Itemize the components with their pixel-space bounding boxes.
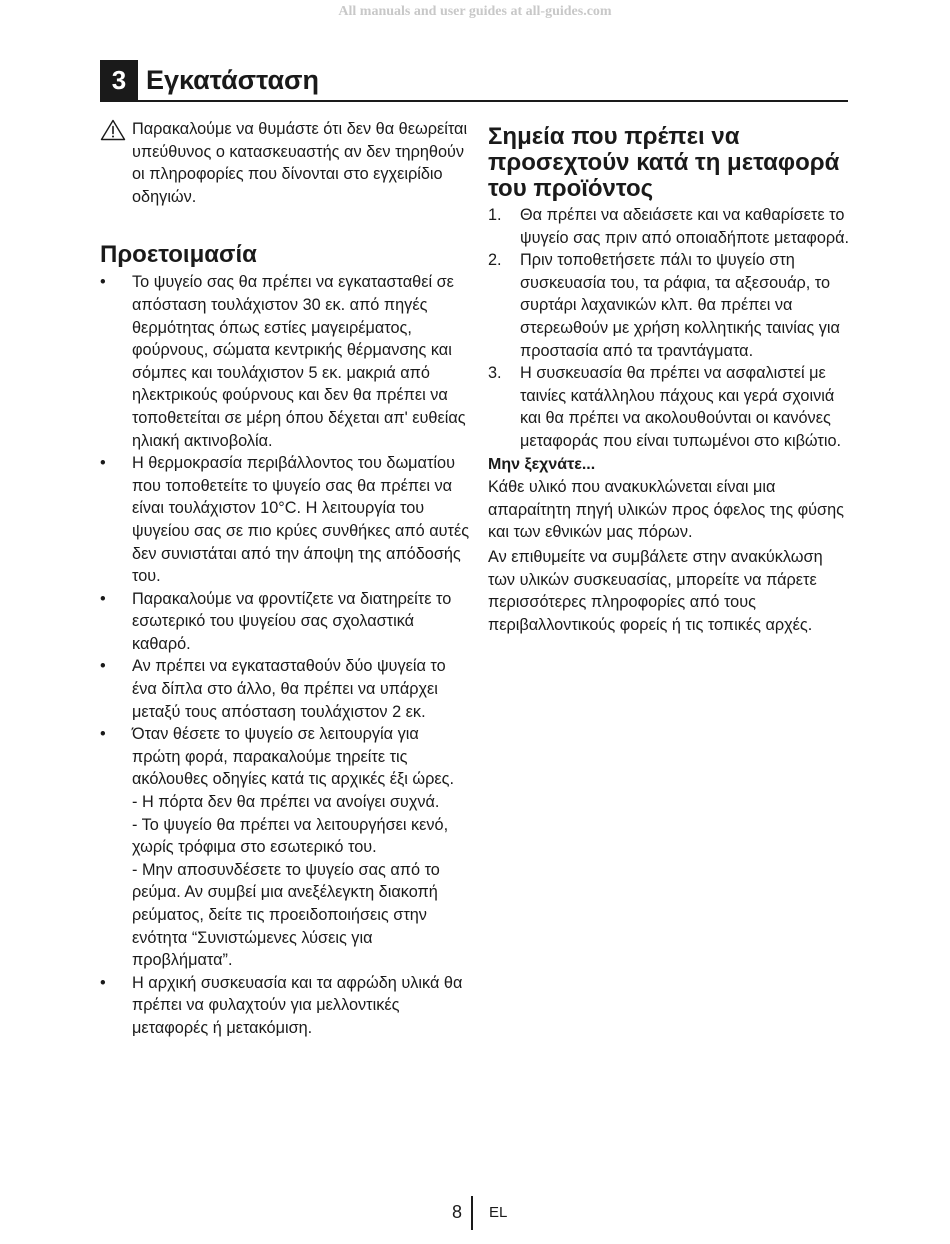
- language-code: EL: [489, 1204, 508, 1221]
- list-item-subline: - Η πόρτα δεν θα πρέπει να ανοίγει συχνά.: [132, 793, 440, 812]
- warning-notice: [100, 118, 470, 208]
- page-footer: [0, 1196, 950, 1232]
- right-column: [488, 124, 850, 636]
- list-item-text: Η θερμοκρασία περιβάλλοντος του δωματίου που τοποθετείτε το ψυγείο σας θα πρέπει να είναι τουλάχιστον 10°C. Η λειτουργία του ψυγείου σας σε πιο κρύες συνθήκες από αυτές δεν συνιστάται από την άποψη της απόδοσής του.: [132, 454, 470, 586]
- dont-forget-heading: Μην ξεχνάτε...: [488, 455, 596, 473]
- list-item: [488, 249, 850, 362]
- footer-divider: [471, 1196, 473, 1230]
- list-number: 2.: [488, 251, 502, 270]
- list-item: [100, 723, 470, 972]
- list-number: 3.: [488, 364, 502, 383]
- bullet-icon: •: [100, 657, 106, 676]
- list-item-text: Το ψυγείο σας θα πρέπει να εγκατασταθεί σε απόσταση τουλάχιστον 30 εκ. από πηγές θερμότητας όπως εστίες μαγειρέματος, φούρνους, σώματα κεντρικής θέρμανσης και σόμπες και τουλάχιστον 5 εκ. μακριά από ηλεκτρικούς φούρνους και δεν θα πρέπει να τοποθετείται σε μέρη όπου δέχεται απ' ευθείας ηλιακή ακτινοβολία.: [132, 273, 466, 450]
- list-item-subline: - Μην αποσυνδέσετε το ψυγείο σας από το ρεύμα. Αν συμβεί μια ανεξέλεγκτη διακοπή ρεύματος, δείτε τις προειδοποιήσεις στην ενότητα “Συνιστώμενες λύσεις για προβλήματα”.: [132, 860, 440, 970]
- list-item: [488, 362, 850, 452]
- list-number: 1.: [488, 206, 502, 224]
- bullet-icon: •: [100, 725, 106, 744]
- list-item-text: Η συσκευασία θα πρέπει να ασφαλιστεί με ταινίες κατάλληλου πάχους και γερά σχοινιά και θα πρέπει να ακολουθούνται οι κανόνες μεταφοράς που είναι τυπωμένοι στο κιβώτιο.: [520, 364, 842, 450]
- recycling-paragraph: Κάθε υλικό που ανακυκλώνεται είναι μια απαραίτητη πηγή υλικών προς όφελος της φύσης και των εθνικών μας πόρων.: [488, 478, 844, 542]
- list-item-text: Η αρχική συσκευασία και τα αφρώδη υλικά θα πρέπει να φυλαχτούν για μελλοντικές μεταφορές ή μετακόμιση.: [132, 973, 463, 1037]
- chapter-number: 3: [100, 60, 138, 100]
- list-item: [488, 204, 850, 249]
- list-item: [100, 271, 470, 452]
- list-item-text: Όταν θέσετε το ψυγείο σε λειτουργία για πρώτη φορά, παρακαλούμε τηρείτε τις ακόλουθες οδηγίες κατά τις αρχικές έξι ώρες.: [132, 725, 454, 789]
- bullet-icon: •: [100, 973, 106, 992]
- warning-triangle-icon: [100, 119, 126, 141]
- bullet-icon: •: [100, 273, 106, 292]
- list-item: [100, 452, 470, 588]
- chapter-header: [100, 60, 848, 102]
- preparation-heading: Προετοιμασία: [100, 241, 257, 269]
- list-item-text: Θα πρέπει να αδειάσετε και να καθαρίσετε το ψυγείο σας πριν από οποιαδήποτε μεταφορά.: [520, 206, 850, 247]
- list-item-text: Παρακαλούμε να φροντίζετε να διατηρείτε το εσωτερικό του ψυγείου σας σχολαστικά καθαρό.: [132, 589, 452, 653]
- transport-list: [488, 204, 850, 453]
- watermark: All manuals and user guides at all-guides.com: [338, 4, 612, 19]
- list-item: [100, 972, 470, 1040]
- bullet-icon: •: [100, 589, 106, 608]
- list-item: [100, 588, 470, 656]
- chapter-title: Εγκατάσταση: [146, 65, 320, 95]
- list-item-text: Αν πρέπει να εγκατασταθούν δύο ψυγεία το ένα δίπλα στο άλλο, θα πρέπει να υπάρχει μεταξύ τους απόσταση τουλάχιστον 2 εκ.: [132, 657, 446, 721]
- recycling-info-paragraph: Αν επιθυμείτε να συμβάλετε στην ανακύκλωση των υλικών συσκευασίας, μπορείτε να πάρετε περισσότερες πληροφορίες από τους περιβαλλοντικούς φορείς ή τις τοπικές αρχές.: [488, 547, 823, 634]
- left-column: [100, 118, 470, 1040]
- page-number: 8: [451, 1202, 462, 1222]
- list-item-subline: - Το ψυγείο θα πρέπει να λειτουργήσει κενό, χωρίς τρόφιμα στο εσωτερικό του.: [132, 815, 449, 857]
- transport-heading: Σημεία που πρέπει να προσεχτούν κατά τη μεταφορά του προϊόντος: [488, 123, 840, 202]
- preparation-list: [100, 271, 470, 1039]
- bullet-icon: •: [100, 454, 106, 473]
- list-item-text: Πριν τοποθετήσετε πάλι το ψυγείο στη συσκευασία του, τα ράφια, τα αξεσουάρ, το συρτάρι λαχανικών κλπ. θα πρέπει να στερεωθούν με χρήση κολλητικής ταινίας για προστασία από τα τραντάγματα.: [520, 251, 840, 360]
- warning-text: Παρακαλούμε να θυμάστε ότι δεν θα θεωρείται υπεύθυνος ο κατασκευαστής αν δεν τηρηθούν οι πληροφορίες που δίνονται στο εγχειρίδιο οδηγιών.: [132, 120, 468, 206]
- list-item: [100, 655, 470, 723]
